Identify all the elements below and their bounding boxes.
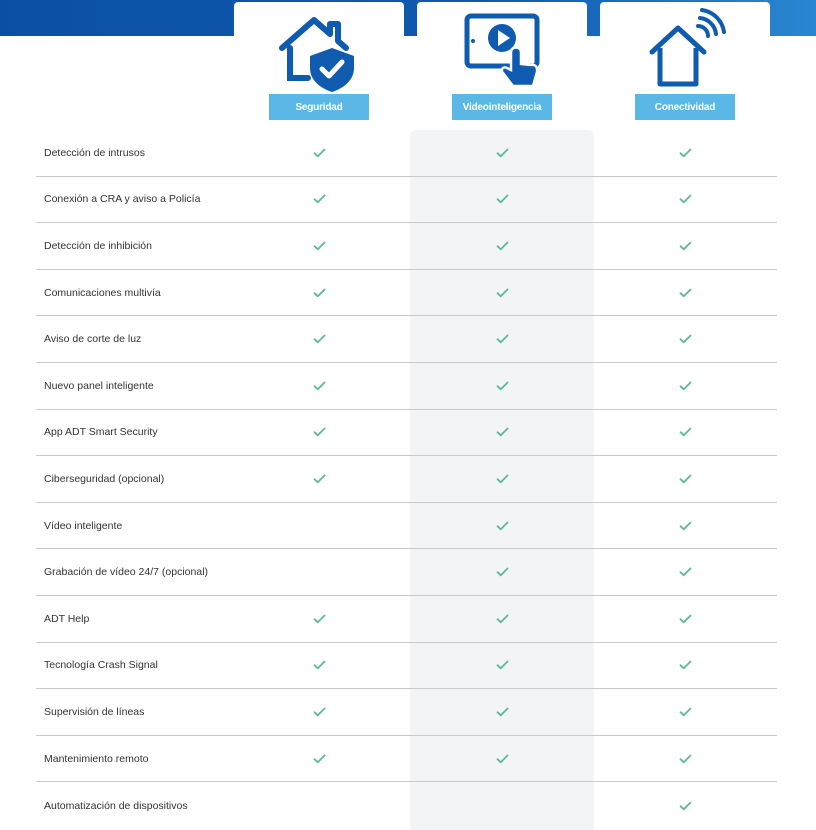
check-icon xyxy=(496,660,509,670)
check-icon xyxy=(679,194,692,204)
feature-label: Aviso de corte de luz xyxy=(44,333,142,346)
feature-cell-conectividad xyxy=(670,130,700,176)
feature-label: Nuevo panel inteligente xyxy=(44,379,154,392)
plan-badge-seguridad[interactable]: Seguridad xyxy=(269,94,369,120)
feature-cell-videointeligencia xyxy=(487,130,517,176)
check-icon xyxy=(679,148,692,158)
check-icon xyxy=(496,241,509,251)
feature-label: Detección de inhibición xyxy=(44,239,152,252)
check-icon xyxy=(313,754,326,764)
feature-cell-conectividad xyxy=(670,316,700,362)
check-icon xyxy=(313,288,326,298)
table-row xyxy=(36,177,777,224)
check-icon xyxy=(679,381,692,391)
feature-cell-seguridad xyxy=(304,549,334,595)
check-icon xyxy=(496,288,509,298)
check-icon xyxy=(496,474,509,484)
feature-table xyxy=(36,130,777,829)
check-icon xyxy=(496,194,509,204)
feature-cell-seguridad xyxy=(304,316,334,362)
feature-cell-conectividad xyxy=(670,363,700,409)
table-row xyxy=(36,782,777,829)
plan-card-seguridad xyxy=(234,2,404,142)
check-icon xyxy=(679,660,692,670)
feature-cell-videointeligencia xyxy=(487,223,517,269)
feature-label: App ADT Smart Security xyxy=(44,426,158,439)
table-row xyxy=(36,410,777,457)
feature-cell-videointeligencia xyxy=(487,689,517,735)
feature-cell-videointeligencia xyxy=(487,596,517,642)
table-row xyxy=(36,270,777,317)
feature-cell-videointeligencia xyxy=(487,410,517,456)
feature-cell-seguridad xyxy=(304,643,334,689)
feature-cell-seguridad xyxy=(304,736,334,782)
house-shield-icon xyxy=(274,8,364,92)
check-icon xyxy=(313,660,326,670)
plan-badge-conectividad[interactable]: Conectividad xyxy=(635,94,735,120)
feature-cell-videointeligencia xyxy=(487,736,517,782)
feature-cell-seguridad xyxy=(304,363,334,409)
check-icon xyxy=(313,334,326,344)
feature-label: Tecnología Crash Signal xyxy=(44,659,158,672)
check-icon xyxy=(496,381,509,391)
table-row xyxy=(36,736,777,783)
tablet-play-touch-icon xyxy=(457,8,547,92)
feature-cell-conectividad xyxy=(670,223,700,269)
table-row xyxy=(36,549,777,596)
check-icon xyxy=(679,474,692,484)
check-icon xyxy=(679,334,692,344)
check-icon xyxy=(313,381,326,391)
feature-cell-seguridad xyxy=(304,782,334,829)
table-row xyxy=(36,643,777,690)
check-icon xyxy=(679,567,692,577)
check-icon xyxy=(313,241,326,251)
check-icon xyxy=(679,288,692,298)
feature-cell-videointeligencia xyxy=(487,643,517,689)
feature-cell-videointeligencia xyxy=(487,782,517,829)
feature-cell-conectividad xyxy=(670,549,700,595)
table-row xyxy=(36,363,777,410)
check-icon xyxy=(496,148,509,158)
feature-cell-videointeligencia xyxy=(487,316,517,362)
feature-cell-videointeligencia xyxy=(487,549,517,595)
feature-label: Vídeo inteligente xyxy=(44,519,123,532)
feature-cell-conectividad xyxy=(670,270,700,316)
feature-label: Automatización de dispositivos xyxy=(44,799,188,812)
feature-cell-conectividad xyxy=(670,736,700,782)
feature-cell-videointeligencia xyxy=(487,456,517,502)
feature-cell-videointeligencia xyxy=(487,503,517,549)
feature-cell-conectividad xyxy=(670,503,700,549)
feature-cell-seguridad xyxy=(304,689,334,735)
check-icon xyxy=(313,614,326,624)
feature-label: ADT Help xyxy=(44,612,90,625)
feature-cell-seguridad xyxy=(304,410,334,456)
feature-label: Mantenimiento remoto xyxy=(44,752,149,765)
feature-cell-videointeligencia xyxy=(487,177,517,223)
feature-cell-conectividad xyxy=(670,410,700,456)
feature-label: Ciberseguridad (opcional) xyxy=(44,472,165,485)
feature-label: Grabación de vídeo 24/7 (opcional) xyxy=(44,566,209,579)
plan-card-videointeligencia xyxy=(417,2,587,142)
feature-cell-seguridad xyxy=(304,270,334,316)
check-icon xyxy=(496,754,509,764)
feature-cell-seguridad xyxy=(304,130,334,176)
feature-cell-conectividad xyxy=(670,177,700,223)
check-icon xyxy=(679,707,692,717)
check-icon xyxy=(679,614,692,624)
feature-cell-conectividad xyxy=(670,689,700,735)
feature-cell-conectividad xyxy=(670,782,700,829)
feature-label: Detección de intrusos xyxy=(44,146,145,159)
check-icon xyxy=(496,614,509,624)
check-icon xyxy=(496,521,509,531)
table-row xyxy=(36,130,777,177)
house-wifi-icon xyxy=(640,8,730,92)
feature-cell-conectividad xyxy=(670,596,700,642)
feature-label: Conexión a CRA y aviso a Policía xyxy=(44,193,201,206)
plan-card-conectividad xyxy=(600,2,770,142)
check-icon xyxy=(679,241,692,251)
feature-cell-seguridad xyxy=(304,503,334,549)
check-icon xyxy=(313,427,326,437)
check-icon xyxy=(313,148,326,158)
check-icon xyxy=(496,707,509,717)
check-icon xyxy=(313,707,326,717)
feature-cell-videointeligencia xyxy=(487,363,517,409)
table-row xyxy=(36,596,777,643)
table-row xyxy=(36,223,777,270)
feature-cell-seguridad xyxy=(304,223,334,269)
table-row xyxy=(36,689,777,736)
feature-label: Supervisión de líneas xyxy=(44,705,145,718)
check-icon xyxy=(496,567,509,577)
check-icon xyxy=(679,754,692,764)
check-icon xyxy=(313,474,326,484)
feature-cell-seguridad xyxy=(304,456,334,502)
check-icon xyxy=(496,427,509,437)
feature-cell-conectividad xyxy=(670,643,700,689)
plan-badge-videointeligencia[interactable]: Videointeligencia xyxy=(452,94,552,120)
feature-cell-videointeligencia xyxy=(487,270,517,316)
check-icon xyxy=(679,427,692,437)
feature-cell-seguridad xyxy=(304,596,334,642)
check-icon xyxy=(496,334,509,344)
table-row xyxy=(36,456,777,503)
table-row xyxy=(36,316,777,363)
feature-label: Comunicaciones multivía xyxy=(44,286,161,299)
table-row xyxy=(36,503,777,550)
check-icon xyxy=(679,801,692,811)
check-icon xyxy=(679,521,692,531)
check-icon xyxy=(313,194,326,204)
feature-cell-conectividad xyxy=(670,456,700,502)
feature-cell-seguridad xyxy=(304,177,334,223)
